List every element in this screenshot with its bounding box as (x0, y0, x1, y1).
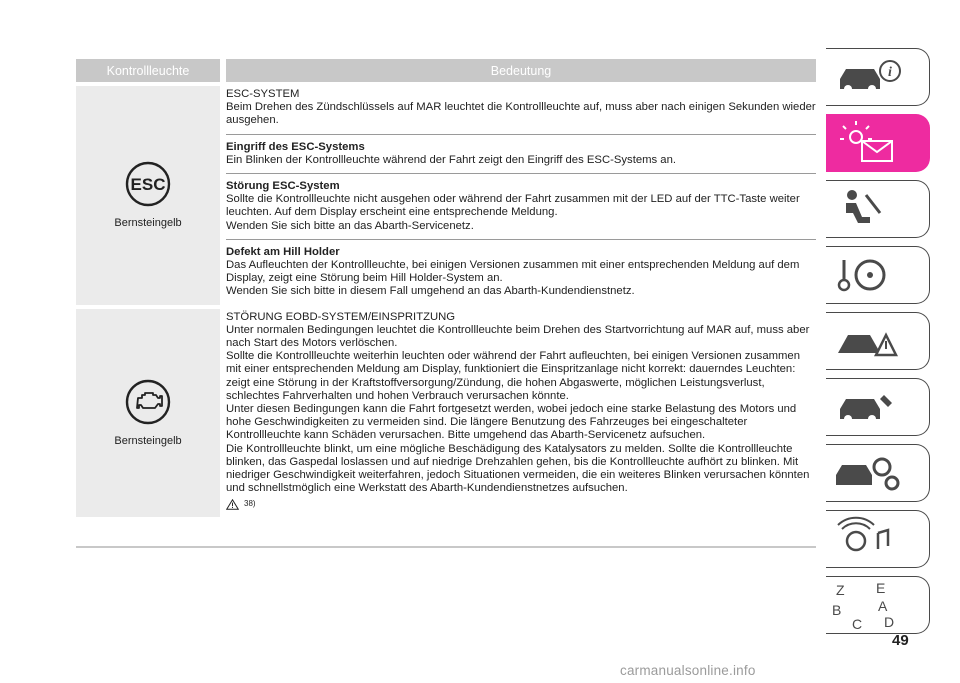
svg-text:Z: Z (836, 582, 845, 598)
engine-icon (125, 379, 171, 425)
eobd-block (226, 309, 816, 517)
svg-text:E: E (876, 580, 886, 596)
car-info-icon (826, 49, 930, 105)
chapter-sidebar (826, 48, 930, 642)
svg-text:A: A (878, 598, 888, 614)
warning-lights-table (76, 59, 816, 517)
block-text: Unter normalen Bedingungen leuchtet die Kontrollleuchte beim Drehen des Startvorrichtung auf MAR auf, muss aber nach Start des Motors verlöschen. (226, 323, 810, 350)
header-bedeutung: Bedeutung (226, 59, 816, 82)
block-text: Das Aufleuchten der Kontrollleuchte, bei einigen Versionen zusammen mit einer entsprechenden Meldung auf dem Display, zeigt eine Störung beim Hill Holder-System an. (226, 259, 800, 285)
car-service-icon (826, 379, 930, 435)
block-text: Ein Blinken der Kontrollleuchte während der Fahrt zeigt den Eingriff des ESC-Systems an. (226, 153, 677, 166)
warning-reference (226, 497, 816, 510)
table-row (76, 86, 816, 305)
hill-holder-block (226, 240, 816, 305)
svg-text:ESC: ESC (130, 175, 166, 195)
svg-text:C: C (852, 616, 863, 632)
tab-technical-data[interactable] (826, 444, 930, 502)
tab-maintenance[interactable] (826, 378, 930, 436)
seat-airbag-icon (826, 181, 930, 237)
alphabetical-index-icon (826, 577, 930, 633)
meaning-cell (226, 86, 816, 305)
svg-text:D: D (884, 614, 895, 630)
indicator-color-label: Bernsteingelb (114, 217, 182, 230)
page-number: 49 (892, 632, 909, 649)
table-row (76, 309, 816, 517)
block-text: Sollte die Kontrollleuchte weiterhin leuchten oder während der Fahrt aufleuchten, bei einigen Versionen zusammen mit einer entsprechenden Meldung am Display, funktioniert die Einspritzanlage nicht korrekt: dauerndes Leuchten: zeigt eine Störung in der Kraftstoffversorgung/Zündung, die hohen Abgaswerte, möglichen Leistungsverlust, schlechtes Fahrverhalten und hohen Verbrauch verursachen könnte. (226, 350, 800, 402)
svg-text:B: B (832, 602, 842, 618)
multimedia-icon (826, 511, 930, 567)
svg-text:i: i (888, 65, 892, 80)
tab-multimedia[interactable] (826, 510, 930, 568)
block-title: ESC-SYSTEM (226, 88, 300, 100)
tab-emergency[interactable] (826, 312, 930, 370)
table-header (76, 59, 816, 82)
block-text: Die Kontrollleuchte blinkt, um eine mögliche Beschädigung des Katalysators zu melden. Sollte die Kontrollleuchte blinken, das Gaspedal loslassen und auf niedrige Drehzahlen gehen, bis die Kontrollleuchte aufhört zu blinken. Mit niedriger Geschwindigkeit weiterfahren, jedoch Situationen vermeiden, die ein weiteres Blinken verursachen könnten und schnellstmöglich eine Werkstatt des Abarth-Kundendienstnetzes aufsuchen. (226, 442, 810, 495)
esc-fault-block (226, 174, 816, 240)
watermark: carmanualsonline.info (620, 663, 756, 678)
header-kontrollleuchte: Kontrollleuchte (76, 59, 220, 82)
car-gears-icon (826, 445, 930, 501)
warning-ref-number: 38) (244, 499, 256, 509)
esc-system-block (226, 86, 816, 135)
block-text: Unter diesen Bedingungen kann die Fahrt fortgesetzt werden, wobei jedoch eine starke Belastung des Motors und hohe Geschwindigkeiten zu vermeiden sind. Die längere Benutzung des Fahrzeuges bei eingeschalteter Kontrollleuchte kann Schäden verursachen. Bitte umgehend das Abarth-Servicenetz aufsuchen. (226, 403, 797, 442)
block-heading: Eingriff des ESC-Systems (226, 140, 365, 153)
esc-icon (125, 161, 171, 207)
indicator-cell (76, 86, 220, 305)
tab-safety[interactable] (826, 180, 930, 238)
key-steering-wheel-icon (826, 247, 930, 303)
block-text: Wenden Sie sich bitte an das Abarth-Servicenetz. (226, 219, 474, 232)
block-text: Beim Drehen des Zündschlüssels auf MAR leuchtet die Kontrollleuchte auf, muss aber nach einigen Sekunden wieder ausgehen. (226, 101, 816, 127)
meaning-cell (226, 309, 816, 517)
esc-intervention-block (226, 135, 816, 174)
tab-warning-lights[interactable] (826, 114, 930, 172)
block-text: Wenden Sie sich bitte in diesem Fall umgehend an das Abarth-Kundendienstnetz. (226, 285, 635, 298)
warning-triangle-icon (226, 499, 239, 510)
road-warning-icon (826, 313, 930, 369)
tab-index[interactable] (826, 576, 930, 634)
warning-light-message-icon (826, 115, 930, 171)
indicator-color-label: Bernsteingelb (114, 434, 182, 447)
indicator-cell (76, 309, 220, 517)
tab-starting-driving[interactable] (826, 246, 930, 304)
block-text: Sollte die Kontrollleuchte nicht ausgehen oder während der Fahrt zusammen mit der LED auf der TTC-Taste weiter leuchten. Auf dem Display erscheint eine entsprechende Meldung. (226, 193, 800, 219)
block-heading: Defekt am Hill Holder (226, 245, 340, 258)
tab-car-info[interactable] (826, 48, 930, 106)
table-bottom-rule (76, 546, 816, 548)
block-heading: Störung ESC-System (226, 180, 340, 193)
block-title: STÖRUNG EOBD-SYSTEM/EINSPRITZUNG (226, 310, 456, 323)
